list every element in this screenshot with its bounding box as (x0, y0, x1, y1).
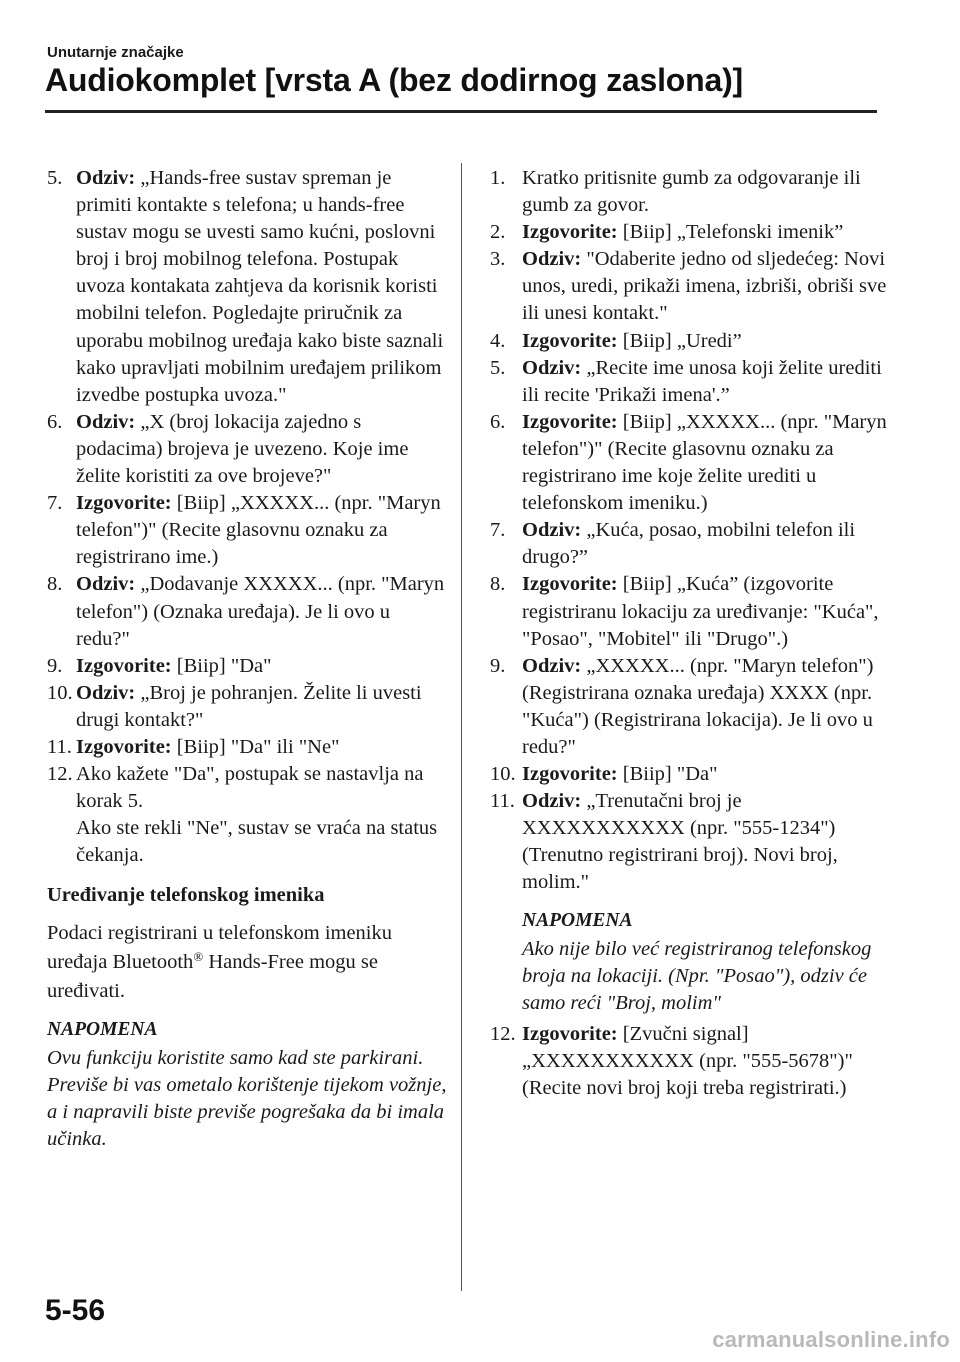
right-step-11 (490, 788, 890, 896)
page-title: Audiokomplet [vrsta A (bez dodirnog zaslona)] (45, 62, 743, 98)
step-text (76, 761, 447, 869)
step-body: [Biip] "Da" ili "Ne" (171, 735, 340, 758)
right-step-4 (490, 328, 890, 355)
step-body: [Biip] "Da" (171, 654, 272, 677)
step-text (522, 246, 890, 327)
step-number: 10. (47, 681, 73, 704)
registered-mark: ® (193, 948, 204, 964)
step-keyword: Odziv: (76, 681, 136, 704)
step-text (522, 355, 890, 409)
step-number: 12. (490, 1022, 516, 1045)
note-label: NAPOMENA (522, 909, 633, 931)
step-extra: Ako ste rekli "Ne", sustav se vraća na status čekanja. (76, 817, 438, 867)
step-number: 3. (490, 248, 506, 271)
step-number: 11. (490, 790, 515, 813)
step-text (522, 165, 890, 219)
step-body: [Zvučni signal] „XXXXXXXXXXX (npr. "555-5678")" (Recite novi broj koji treba registrirati.) (522, 1022, 853, 1100)
step-body: „Kuća, posao, mobilni telefon ili drugo?” (522, 519, 856, 569)
step-body: „Trenutačni broj je XXXXXXXXXXX (npr. "555-1234") (Trenutno registrirani broj). Novi broj, molim." (522, 790, 838, 894)
step-text (76, 653, 447, 680)
step-number: 12. (47, 763, 73, 786)
left-step-7 (47, 490, 447, 571)
step-body: „Recite ime unosa koji želite urediti ili recite 'Prikaži imena'.” (522, 356, 882, 406)
step-text (522, 328, 890, 355)
step-keyword: Izgovorite: (522, 763, 618, 786)
step-keyword: Odziv: (522, 654, 582, 677)
right-column (490, 165, 890, 1102)
step-body: Ako kažete "Da", postupak se nastavlja na korak 5. (76, 763, 424, 813)
note-label: NAPOMENA (47, 1018, 158, 1040)
step-number: 11. (47, 735, 72, 758)
section-label: Unutarnje značajke (47, 44, 184, 61)
right-step-12 (490, 1021, 890, 1102)
right-step-3 (490, 246, 890, 327)
step-number: 6. (47, 410, 63, 433)
title-rule (45, 110, 877, 113)
step-body: „XXXXX... (npr. "Maryn telefon") (Registrirana oznaka uređaja) XXXX (npr. "Kuća") (Registrirana lokacija). Je li ovo u redu?" (522, 654, 874, 758)
step-body: [Biip] „Uredi” (617, 329, 742, 352)
step-keyword: Odziv: (522, 790, 582, 813)
step-body: [Biip] „Telefonski imenik” (617, 221, 844, 244)
right-step-8 (490, 571, 890, 652)
step-keyword: Odziv: (522, 356, 582, 379)
step-text (76, 409, 447, 490)
step-body: [Biip] „XXXXX... (npr. "Maryn telefon")" (Recite glasovnu oznaku za registrirano ime.) (76, 492, 441, 569)
right-step-5 (490, 355, 890, 409)
step-keyword: Odziv: (76, 167, 136, 189)
step-text (522, 517, 890, 571)
step-number: 8. (47, 573, 63, 596)
section-heading: Uređivanje telefonskog imenika (47, 884, 325, 907)
left-step-6 (47, 409, 447, 490)
step-body: „Broj je pohranjen. Želite li uvesti drugi kontakt?" (76, 681, 422, 731)
step-number: 9. (490, 654, 506, 677)
step-number: 5. (490, 356, 506, 379)
para-text: Podaci registrirani u telefonskom imeniku uređaja Bluetooth (47, 921, 393, 973)
step-body: „Dodavanje XXXXX... (npr. "Maryn telefon") (Oznaka uređaja). Je li ovo u redu?" (76, 573, 445, 650)
step-body: Kratko pritisnite gumb za odgovaranje ili gumb za govor. (522, 167, 861, 217)
left-step-8 (47, 571, 447, 652)
right-step-1 (490, 165, 890, 219)
step-number: 4. (490, 329, 506, 352)
step-text (522, 788, 890, 896)
step-text (76, 165, 447, 409)
step-text (76, 734, 447, 761)
step-body: [Biip] „XXXXX... (npr. "Maryn telefon")" (Recite glasovnu oznaku za registrirano ime koje želite urediti u telefonskom imeniku.) (522, 410, 887, 515)
page-number: 5-56 (45, 1294, 106, 1327)
para-text: Hands-Free mogu se uređivati. (47, 950, 378, 1002)
step-text (76, 571, 447, 652)
step-number: 2. (490, 221, 506, 244)
note-text: Ako nije bilo već registriranog telefonskog broja na lokaciji. (Npr. "Posao"), odziv će samo reći "Broj, molim" (522, 937, 872, 1014)
step-keyword: Izgovorite: (522, 221, 618, 244)
step-text (76, 680, 447, 734)
right-step-9 (490, 653, 890, 761)
step-keyword: Odziv: (76, 410, 136, 433)
step-keyword: Izgovorite: (76, 492, 172, 515)
step-text (522, 219, 890, 246)
step-body: "Odaberite jedno od sljedećeg: Novi unos, uredi, prikaži imena, izbriši, obriši sve ili unesi kontakt." (522, 248, 887, 325)
step-text (522, 1021, 890, 1102)
step-keyword: Odziv: (522, 248, 582, 271)
step-keyword: Izgovorite: (76, 735, 172, 758)
watermark: carmanualsonline.info (712, 1327, 950, 1352)
step-number: 1. (490, 167, 506, 189)
right-step-6 (490, 409, 890, 517)
right-step-2 (490, 219, 890, 246)
step-text (522, 409, 890, 517)
step-body: [Biip] "Da" (617, 763, 718, 786)
step-body: „X (broj lokacija zajedno s podacima) brojeva je uvezeno. Koje ime želite koristiti za ove brojeve?" (76, 410, 409, 488)
step-text (522, 653, 890, 761)
left-column (47, 165, 447, 1153)
step-number: 8. (490, 573, 506, 596)
step-body: [Biip] „Kuća” (izgovorite registriranu lokaciju za uređivanje: "Kuća", "Posao", "Mobitel" ili "Drugo".) (522, 573, 879, 650)
step-keyword: Izgovorite: (522, 1022, 618, 1045)
step-text (522, 571, 890, 652)
left-step-5 (47, 165, 447, 409)
right-step-10 (490, 761, 890, 788)
step-number: 9. (47, 654, 63, 677)
left-step-10 (47, 680, 447, 734)
right-step-7 (490, 517, 890, 571)
step-number: 5. (47, 167, 63, 189)
step-keyword: Izgovorite: (522, 573, 618, 596)
left-step-11 (47, 734, 447, 761)
step-body: „Hands-free sustav spreman je primiti kontakte s telefona; u hands-free sustav mogu se uvesti samo kućni, poslovni broj i broj mobilnog telefona. Postupak uvoza kontakata zahtjeva da korisnik koristi mobilni telefon. Pogledajte priručnik za uporabu mobilnog uređaja kako biste saznali kako upravljati mobilnim uređajem prilikom izvedbe postupka uvoza." (76, 167, 444, 406)
step-keyword: Izgovorite: (522, 410, 618, 433)
step-keyword: Izgovorite: (76, 654, 172, 677)
note-text: Ovu funkciju koristite samo kad ste parkirani. Previše bi vas ometalo korištenje tijekom vožnje, a i napravili biste previše pogrešaka da bi imala učinka. (47, 1046, 447, 1150)
step-number: 7. (47, 492, 63, 515)
column-divider (461, 163, 462, 1291)
intro-paragraph (47, 919, 447, 1006)
left-step-9 (47, 653, 447, 680)
step-keyword: Izgovorite: (522, 329, 618, 352)
step-text (76, 490, 447, 571)
step-number: 7. (490, 519, 506, 542)
left-step-12 (47, 761, 447, 869)
step-text (522, 761, 890, 788)
step-number: 6. (490, 410, 506, 433)
step-number: 10. (490, 763, 516, 786)
step-keyword: Odziv: (76, 573, 136, 596)
step-keyword: Odziv: (522, 519, 582, 542)
